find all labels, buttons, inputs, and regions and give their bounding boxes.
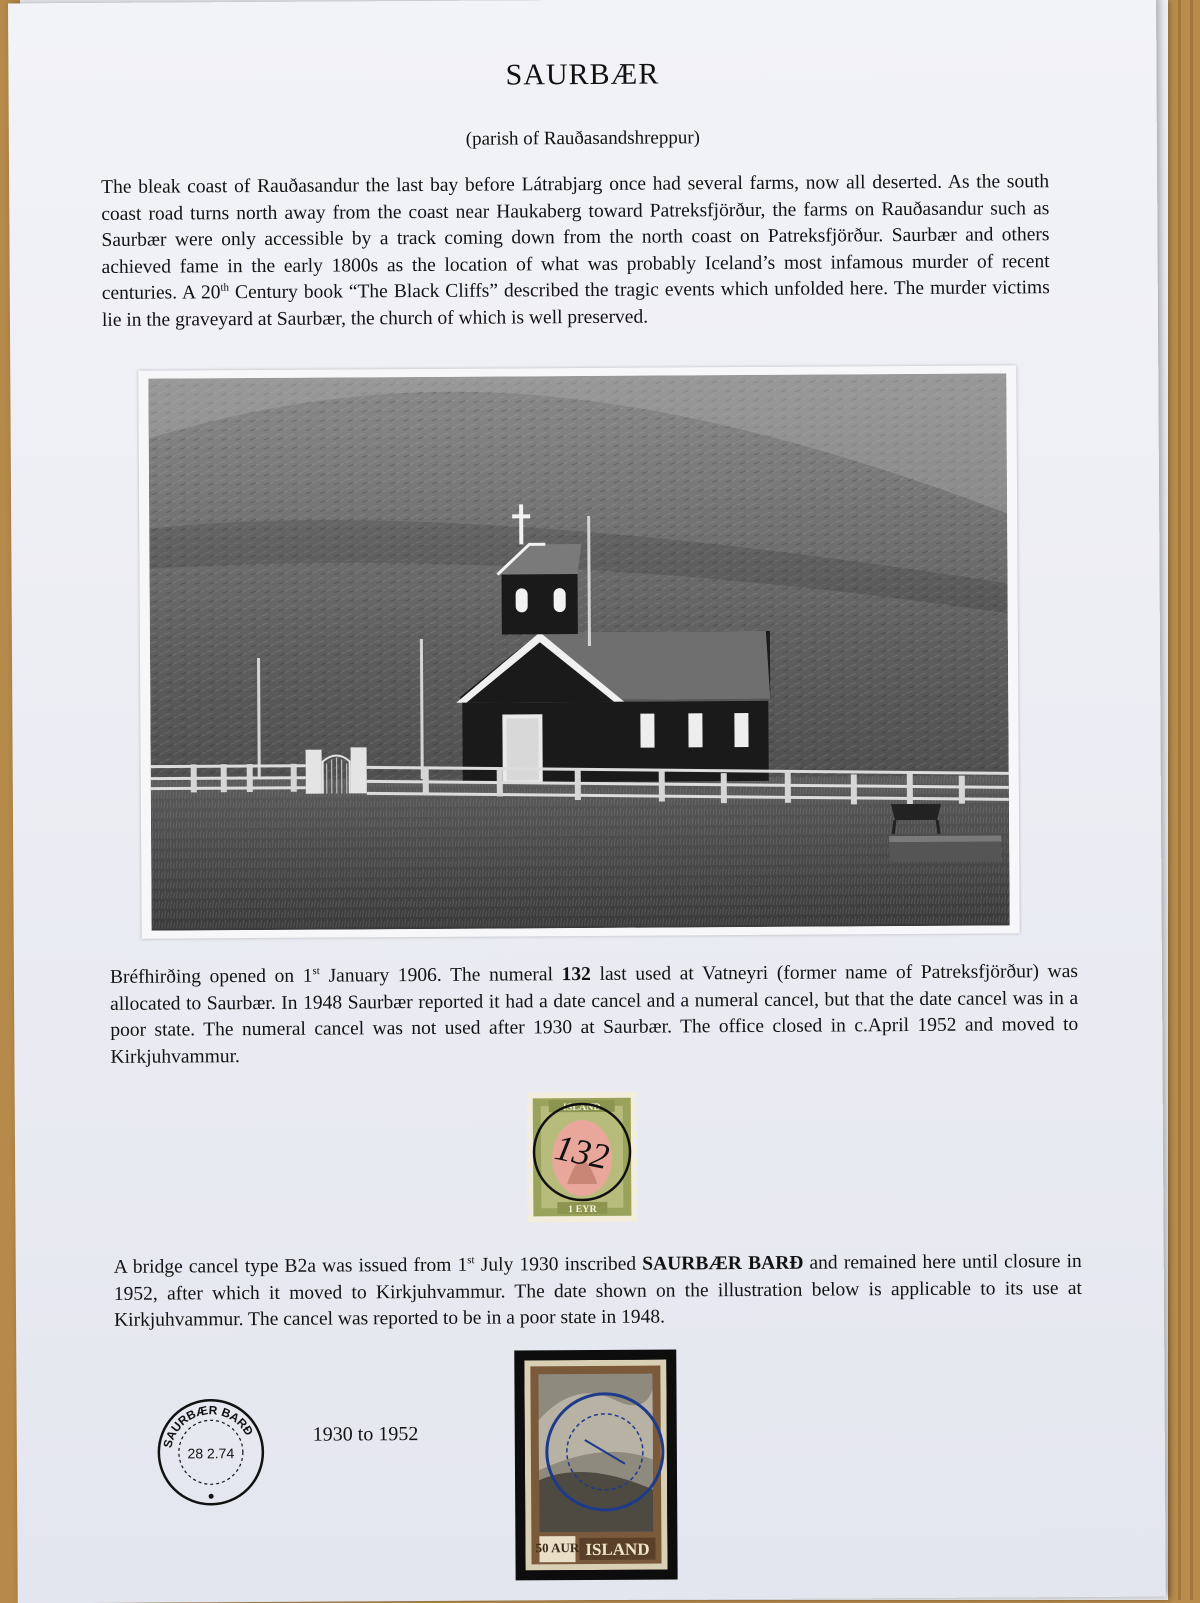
bridge-text-a: A bridge cancel type B2a was issued from 1 bbox=[113, 1254, 468, 1278]
page-subtitle: (parish of Rauðasandshreppur) bbox=[465, 127, 701, 150]
postal-history-paragraph bbox=[110, 959, 1079, 1071]
postal-sup: st bbox=[312, 965, 320, 978]
stamp-mount-black bbox=[514, 1349, 677, 1580]
church-photo-mount bbox=[138, 365, 1019, 938]
intro-text-b: Century book “The Black Cliffs” described the tragic events which unfolded here. The murder victims lie in the graveyard at Saurbær, the church of which is well preserved. bbox=[101, 277, 1050, 331]
saurbaer-bard-inscription: SAURBÆR BARÐ bbox=[642, 1252, 804, 1275]
bridge-cancel-paragraph bbox=[114, 1249, 1082, 1334]
page-title: SAURBÆR bbox=[505, 57, 660, 92]
postal-text-c: last used at Vatneyri (former name of Patreksfjörður) was allocated to Saurbær. In 1948 Saurbær reported it had a date cancel and a numeral cancel, but that the date cancel was in a poor state. The numeral cancel was not used after 1930 at Saurbær. The office closed in c.April 1952 and moved to Kirkjuhvammur. bbox=[110, 960, 1079, 1068]
stamp1-numeral-cancel: 132 bbox=[551, 1126, 613, 1178]
album-page bbox=[8, 0, 1166, 1603]
cancel-date: 28 2.74 bbox=[187, 1445, 235, 1462]
stamp2-value: 50 AUR bbox=[535, 1540, 580, 1556]
numeral-132: 132 bbox=[561, 963, 591, 986]
church-photo bbox=[148, 373, 1009, 930]
bridge-text-c: and remained here until closure in 1952, after which it moved to Kirkjuhvammur. The date shown on the illustration below is applicable to its use at Kirkjuhvammur. The cancel was reported to be in a poor state in 1948. bbox=[113, 1250, 1082, 1331]
date-range-label: 1930 to 1952 bbox=[312, 1423, 419, 1446]
bridge-text-b: July 1930 inscribed bbox=[474, 1253, 643, 1276]
stamp1-country: ISLAND bbox=[562, 1101, 601, 1114]
bridge-cancel-drawing bbox=[153, 1394, 270, 1511]
intro-paragraph bbox=[101, 169, 1050, 334]
intro-sup: th bbox=[220, 281, 230, 294]
stamp2-country: ISLAND bbox=[585, 1539, 650, 1560]
stamp1-value: 1 EYR bbox=[568, 1203, 597, 1216]
postal-text-a: Bréfhirðing opened on 1 bbox=[109, 965, 313, 988]
bridge-sup: st bbox=[467, 1254, 475, 1267]
cancel-top-text: SAURBÆR BARÐ bbox=[160, 1403, 257, 1450]
stamp-50-aur bbox=[524, 1360, 667, 1571]
postal-text-b: January 1906. The numeral bbox=[319, 964, 562, 987]
intro-text-a: The bleak coast of Rauðasandur the last bay before Látrabjarg once had several farms, now all deserted. As the south coast road turns north away from the coast near Haukaberg toward Patreksfjörður, the farms on Rauðasandur such as Saurbær were only accessible by a track coming down from the north coast on Patreksfjörður. Saurbær and others achieved fame in the early 1800s as the location of what was probably Iceland’s most infamous murder of recent centuries. A 20 bbox=[101, 171, 1050, 304]
stamp-numeral-132 bbox=[527, 1092, 638, 1223]
